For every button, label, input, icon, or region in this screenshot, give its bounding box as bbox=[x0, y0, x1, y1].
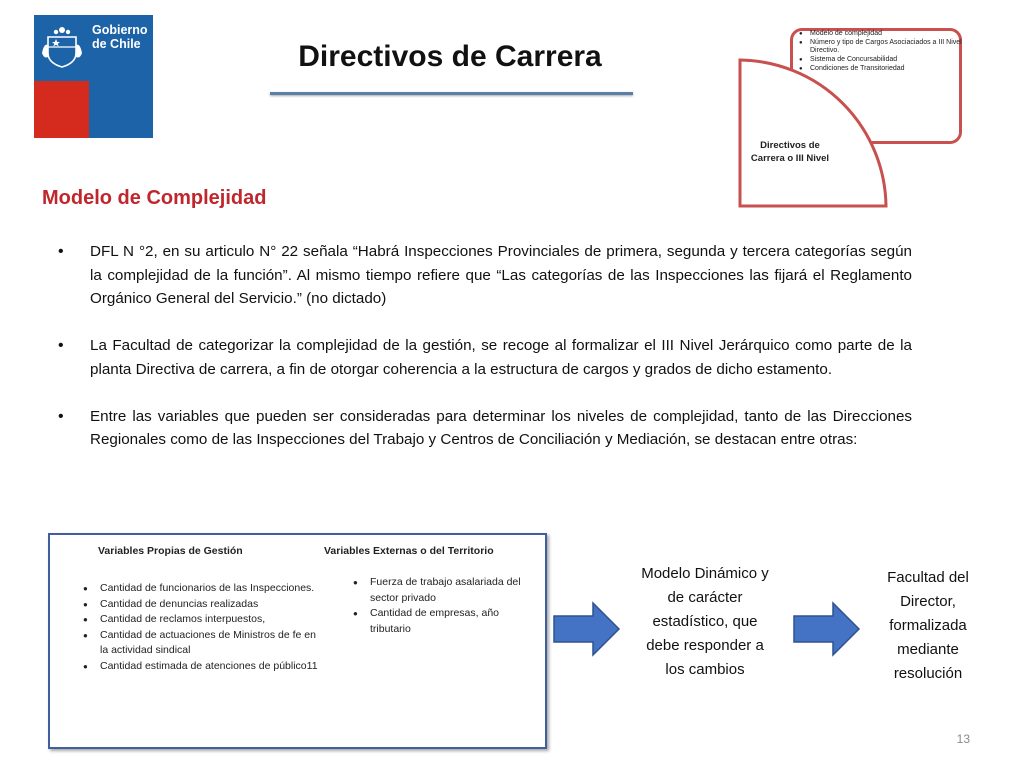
section-subtitle: Modelo de Complejidad bbox=[42, 187, 267, 209]
propias-item: ● Cantidad estimada de atenciones de público11 bbox=[72, 659, 327, 675]
bullet-list bbox=[58, 240, 912, 475]
modelo-text: Modelo Dinámico y de carácter estadístico, que debe responder a los cambios bbox=[641, 565, 769, 678]
facultad-text: Facultad del Director, formalizada mediante resolución bbox=[887, 569, 969, 682]
bullet-item: • La Facultad de categorizar la complejidad de la gestión, se recoge al formalizar el III Nivel Jerárquico como parte de la planta Directiva de carrera, a fin de otorgar coherencia a la estructura de cargos y grados de dicho estamento. bbox=[58, 334, 912, 381]
logo-line-1: Gobierno bbox=[92, 23, 148, 37]
diagram-item: ● Modelo de complejidad bbox=[810, 30, 970, 38]
logo-text bbox=[92, 23, 148, 51]
diagram-label-line-1: Directivos de bbox=[760, 140, 820, 151]
propias-item: ● Cantidad de denuncias realizadas bbox=[72, 597, 327, 613]
externas-item: ● Fuerza de trabajo asalariada del sector privado bbox=[342, 575, 532, 606]
diagram-label bbox=[735, 139, 845, 165]
page-number: 13 bbox=[956, 732, 970, 746]
directivos-diagram bbox=[735, 28, 960, 210]
logo-red-band bbox=[34, 81, 89, 138]
diagram-item: ● Condiciones de Transitoriedad bbox=[810, 65, 970, 73]
page-title: Directivos de Carrera bbox=[298, 40, 602, 73]
coat-of-arms-icon bbox=[40, 23, 84, 69]
diagram-label-line-2: Carrera o III Nivel bbox=[750, 153, 830, 164]
bullet-item: • Entre las variables que pueden ser consideradas para determinar los niveles de complejidad, tanto de las Direcciones Regionales como de las Inspecciones del Trabajo y Centros de Conciliación y Mediación, se destacan entre otras: bbox=[58, 405, 912, 452]
propias-item: ● Cantidad de reclamos interpuestos, bbox=[72, 612, 327, 628]
diagram-item: ● Sistema de Concursabilidad bbox=[810, 56, 970, 64]
externas-item: ● Cantidad de empresas, año tributario bbox=[342, 606, 532, 637]
right-arrow-icon bbox=[553, 601, 621, 657]
variables-box bbox=[48, 533, 547, 749]
gobierno-de-chile-logo bbox=[34, 15, 153, 138]
propias-item: ● Cantidad de funcionarios de las Inspecciones. bbox=[72, 581, 327, 597]
propias-list bbox=[72, 581, 327, 675]
externas-list bbox=[342, 575, 532, 637]
right-arrow-icon bbox=[793, 601, 861, 657]
diagram-sector bbox=[735, 28, 960, 210]
diagram-item: ● Número y tipo de Cargos Asociaciados a III Nivel Directivo. bbox=[810, 39, 970, 55]
title-underline bbox=[270, 92, 633, 95]
propias-item: ● Cantidad de actuaciones de Ministros de fe en la actividad sindical bbox=[72, 628, 327, 659]
externas-title: Variables Externas o del Territorio bbox=[324, 545, 494, 557]
bullet-item: • DFL N °2, en su articulo N° 22 señala “Habrá Inspecciones Provinciales de primera, segunda y tercera categorías según la complejidad de la función”. Al mismo tiempo refiere que “Las categorías de las Inspecciones las fijará el Reglamento Orgánico General del Servicio.” (no dictado) bbox=[58, 240, 912, 311]
logo-line-2: de Chile bbox=[92, 37, 141, 51]
propias-title: Variables Propias de Gestión bbox=[98, 545, 243, 557]
